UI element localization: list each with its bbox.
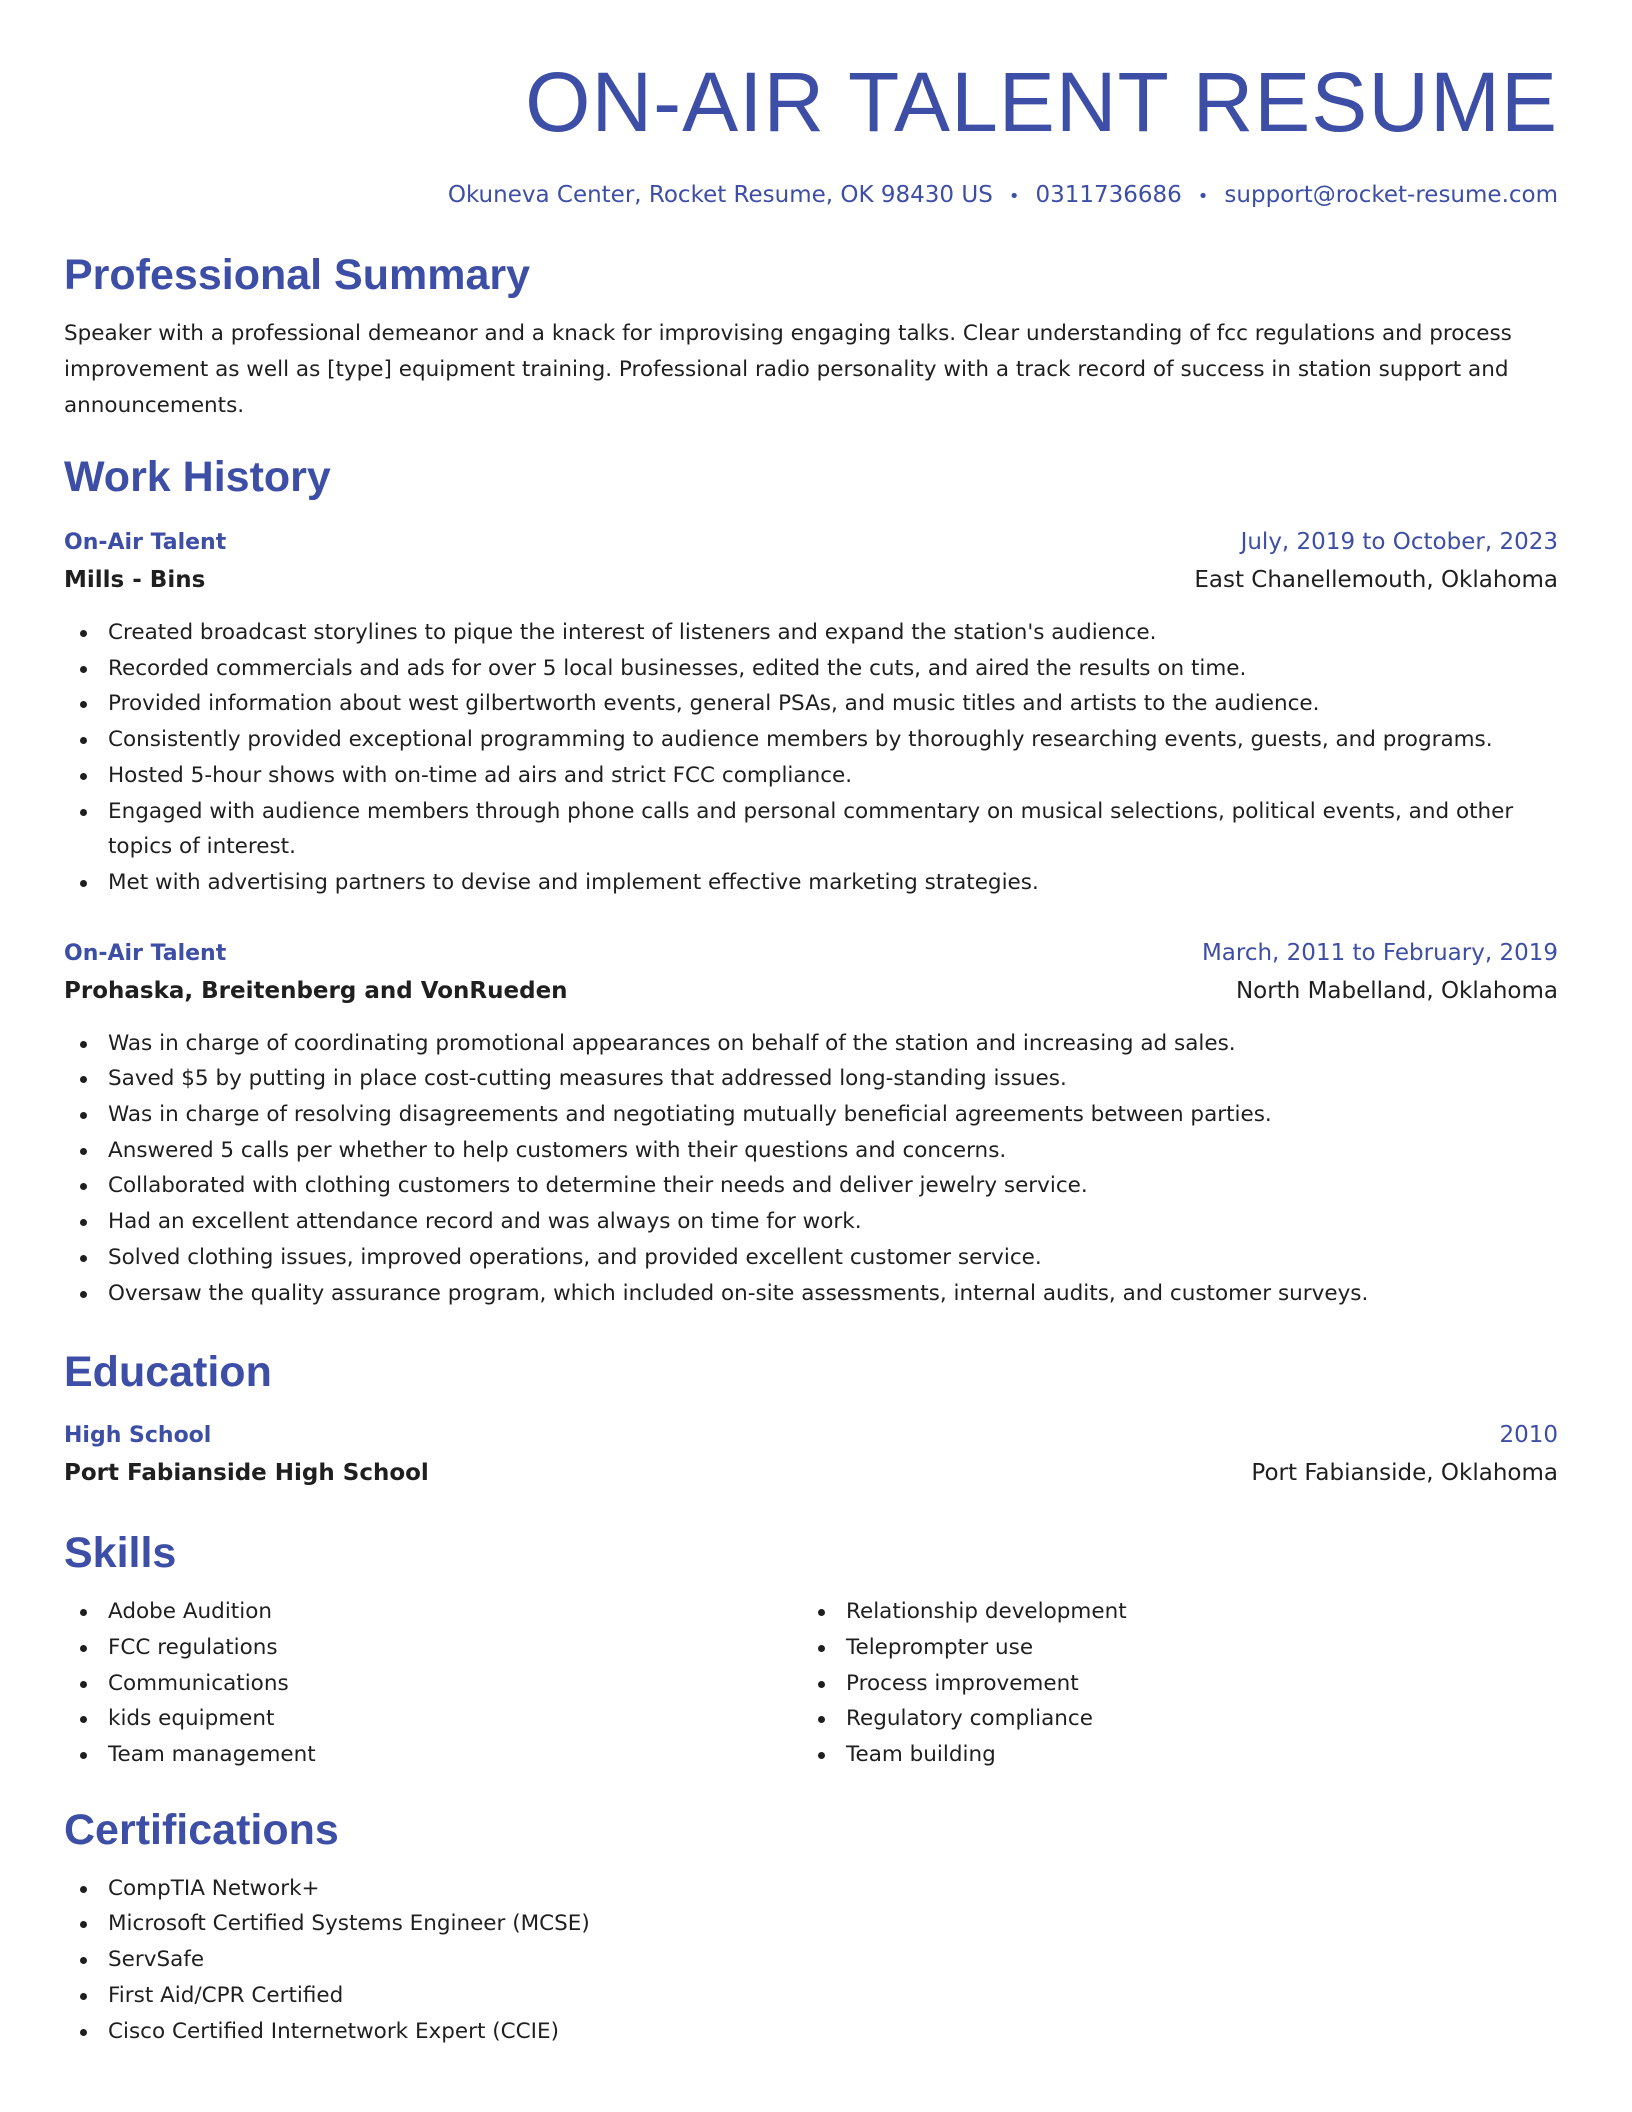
job-location: North Mabelland, Oklahoma [1235,977,1558,1004]
list-item: ServSafe [64,1942,1558,1978]
list-item: Hosted 5-hour shows with on-time ad airs and strict FCC compliance. [64,758,1558,794]
list-item: Team building [802,1737,1540,1773]
summary-text: Speaker with a professional demeanor and a knack for improvising engaging talks. Clear understanding of fcc regulations and process improvement as well as [type] equipment training. Professional radio personality with a track record of success in station support and announcements. [64,321,1512,418]
list-item: Relationship development [802,1594,1540,1630]
list-item: Process improvement [802,1666,1540,1702]
education-school-row [64,1454,1558,1492]
summary-heading: Professional Summary [64,251,531,299]
list-item: Met with advertising partners to devise and implement effective marketing strategies. [64,865,1558,901]
list-item: FCC regulations [64,1630,802,1666]
list-item: Adobe Audition [64,1594,802,1630]
education-degree: High School [64,1423,212,1449]
education-year: 2010 [1499,1422,1558,1449]
work-history-heading: Work History [64,453,331,501]
list-item: Oversaw the quality assurance program, which included on-site assessments, internal audits, and customer surveys. [64,1276,1558,1312]
list-item: Saved $5 by putting in place cost-cutting measures that addressed long-standing issues. [64,1061,1558,1097]
skills-columns [64,1594,1558,1773]
list-item: First Aid/CPR Certified [64,1978,1558,2014]
list-item: Was in charge of coordinating promotional appearances on behalf of the station and increasing ad sales. [64,1026,1558,1062]
list-item: Teleprompter use [802,1630,1540,1666]
list-item: Provided information about west gilbertworth events, general PSAs, and music titles and artists to the audience. [64,686,1558,722]
job-header-row [64,524,1558,561]
list-item: Answered 5 calls per whether to help customers with their questions and concerns. [64,1133,1558,1169]
job-company-row [64,561,1558,599]
education-location: Port Fabianside, Oklahoma [1251,1460,1558,1487]
list-item: Created broadcast storylines to pique the interest of listeners and expand the station's audience. [64,615,1558,651]
resume-page [64,0,1558,2049]
contact-line [64,180,1558,212]
contact-email: support@rocket-resume.com [1224,182,1558,208]
job-duties-list [64,615,1558,901]
contact-separator: • [1197,186,1209,207]
certifications-list [64,1871,1558,2050]
job-header-row [64,935,1558,972]
job-entry [64,935,1558,1312]
list-item: Team management [64,1737,802,1773]
job-dates: March, 2011 to February, 2019 [1201,939,1558,966]
skills-list-right [802,1594,1540,1773]
job-company: Prohaska, Breitenberg and VonRueden [64,977,568,1004]
list-item: Microsoft Certified Systems Engineer (MCSE) [64,1906,1558,1942]
list-item: Collaborated with clothing customers to determine their needs and deliver jewelry service. [64,1168,1558,1204]
list-item: Cisco Certified Internetwork Expert (CCIE) [64,2014,1558,2050]
certifications-heading: Certifications [64,1805,339,1854]
list-item: kids equipment [64,1701,802,1737]
list-item: Consistently provided exceptional programming to audience members by thoroughly researching events, guests, and programs. [64,722,1558,758]
skills-list-left [64,1594,802,1773]
skills-heading: Skills [64,1529,177,1578]
contact-address: Okuneva Center, Rocket Resume, OK 98430 US [447,182,993,208]
job-role: On-Air Talent [64,940,227,966]
list-item: CompTIA Network+ [64,1871,1558,1907]
job-role: On-Air Talent [64,530,227,555]
list-item: Solved clothing issues, improved operations, and provided excellent customer service. [64,1240,1558,1276]
list-item: Recorded commercials and ads for over 5 local businesses, edited the cuts, and aired the results on time. [64,651,1558,687]
education-entry [64,1417,1558,1492]
job-entry [64,524,1558,901]
resume-title: ON-AIR TALENT RESUME [525,55,1558,149]
job-duties-list [64,1026,1558,1312]
list-item: Was in charge of resolving disagreements and negotiating mutually beneficial agreements between parties. [64,1097,1558,1133]
list-item: Had an excellent attendance record and was always on time for work. [64,1204,1558,1240]
education-school: Port Fabianside High School [64,1460,429,1487]
job-company: Mills - Bins [64,567,206,593]
education-header-row [64,1417,1558,1454]
education-heading: Education [64,1348,272,1397]
job-dates: July, 2019 to October, 2023 [1240,529,1558,555]
job-location: East Chanellemouth, Oklahoma [1194,567,1558,593]
contact-phone: 0311736686 [1035,182,1182,208]
contact-separator: • [1008,186,1020,207]
list-item: Engaged with audience members through phone calls and personal commentary on musical selections, political events, and other topics of interest. [64,794,1558,865]
list-item: Regulatory compliance [802,1701,1540,1737]
job-company-row [64,972,1558,1010]
list-item: Communications [64,1666,802,1702]
